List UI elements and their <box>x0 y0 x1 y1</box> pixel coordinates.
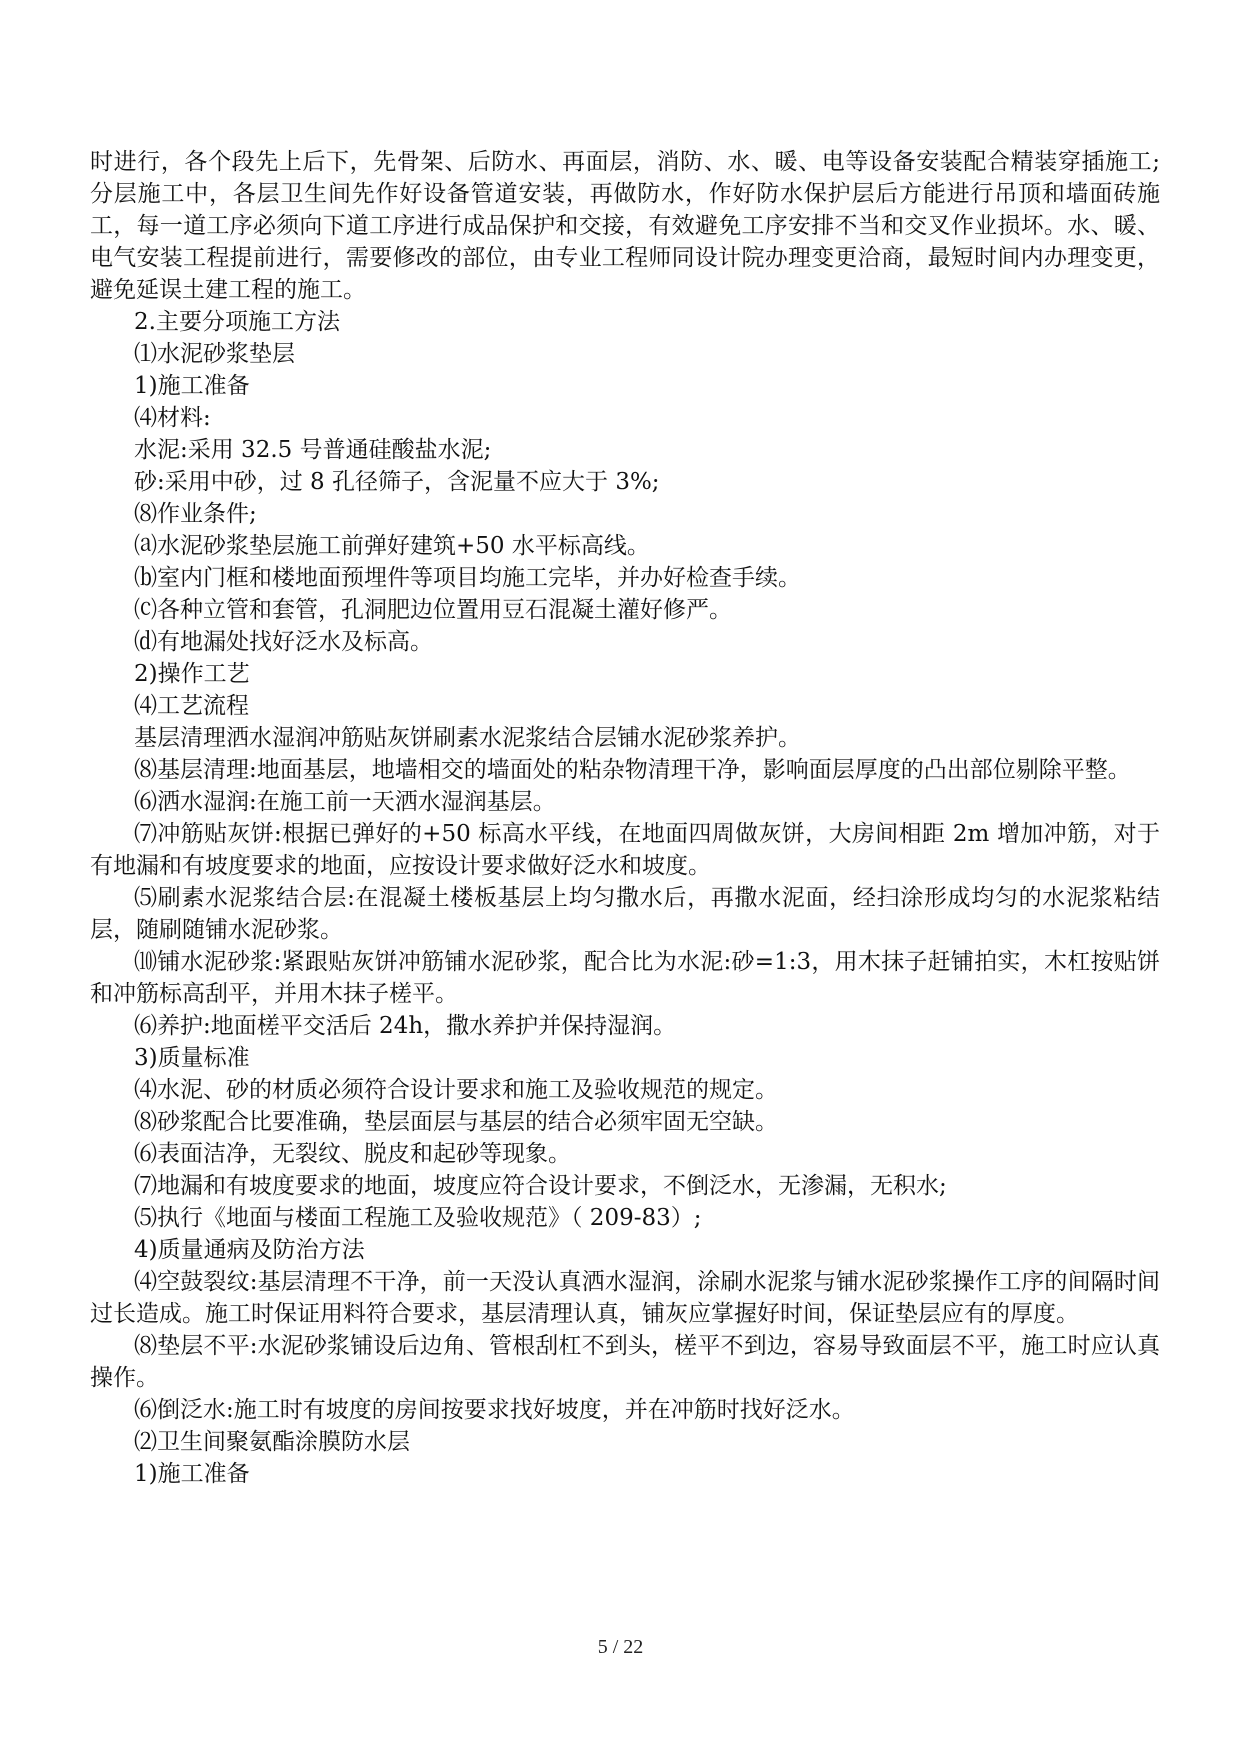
paragraph: 砂:采用中砂，过 8 孔径筛子，含泥量不应大于 3%; <box>134 469 660 495</box>
paragraph: 水泥:采用 32.5 号普通硅酸盐水泥; <box>134 437 492 463</box>
paragraph: ⑹养护:地面槎平交活后 24h，撒水养护并保持湿润。 <box>134 1013 677 1039</box>
paragraph: ⑻基层清理:地面基层，地墙相交的墙面处的粘杂物清理干净，影响面层厚度的凸出部位剔除平整。 <box>134 757 1131 783</box>
paragraph: ⒟有地漏处找好泛水及标高。 <box>134 629 433 655</box>
page-number: 5 / 22 <box>597 1636 644 1658</box>
item-heading: ⑻作业条件; <box>134 501 257 527</box>
paragraph: ⑸执行《地面与楼面工程施工及验收规范》（ 209-83）; <box>134 1205 702 1231</box>
paragraph: ⑻垫层不平:水泥砂浆铺设后边角、管根刮杠不到头，槎平不到边，容易导致面层不平，施工时应认真操作。 <box>90 1333 1160 1391</box>
paragraph: ⑽铺水泥砂浆:紧跟贴灰饼冲筋铺水泥砂浆，配合比为水泥:砂=1:3，用木抹子赶铺拍实，木杠按贴饼和冲筋标高刮平，并用木抹子槎平。 <box>90 949 1160 1007</box>
item-heading: ⑷工艺流程 <box>134 693 249 719</box>
document-page <box>90 146 1160 1490</box>
item-heading: 2)操作工艺 <box>134 661 250 687</box>
paragraph: ⑷水泥、砂的材质必须符合设计要求和施工及验收规范的规定。 <box>134 1077 778 1103</box>
paragraph: ⑻砂浆配合比要准确，垫层面层与基层的结合必须牢固无空缺。 <box>134 1109 778 1135</box>
item-heading: 1)施工准备 <box>134 373 250 399</box>
paragraph: 基层清理洒水湿润冲筋贴灰饼刷素水泥浆结合层铺水泥砂浆养护。 <box>134 725 801 751</box>
item-heading: 3)质量标准 <box>134 1045 250 1071</box>
paragraph: ⒝室内门框和楼地面预埋件等项目均施工完毕，并办好检查手续。 <box>134 565 801 591</box>
subsection-heading: ⑵卫生间聚氨酯涂膜防水层 <box>134 1429 410 1455</box>
paragraph: ⑸刷素水泥浆结合层:在混凝土楼板基层上均匀撒水后，再撒水泥面，经扫涂形成均匀的水泥浆粘结层，随刷随铺水泥砂浆。 <box>90 885 1160 943</box>
paragraph: 时进行，各个段先上后下，先骨架、后防水、再面层，消防、水、暖、电等设备安装配合精装穿插施工; 分层施工中，各层卫生间先作好设备管道安装，再做防水，作好防水保护层后方能进行吊顶和墙面砖施工，每一道工序必须向下道工序进行成品保护和交接，有效避免工序安排不当和交叉作业损坏。水、暖、电气安装工程提前进行，需要修改的部位，由专业工程师同设计院办理变更洽商，最短时间内办理变更，避免延误土建工程的施工。 <box>90 149 1160 303</box>
paragraph: ⑺冲筋贴灰饼:根据已弹好的+50 标高水平线，在地面四周做灰饼，大房间相距 2m 增加冲筋，对于有地漏和有坡度要求的地面，应按设计要求做好泛水和坡度。 <box>90 821 1160 879</box>
paragraph: ⒜水泥砂浆垫层施工前弹好建筑+50 水平标高线。 <box>134 533 650 559</box>
subsection-heading: ⑴水泥砂浆垫层 <box>134 341 295 367</box>
paragraph: ⑺地漏和有坡度要求的地面，坡度应符合设计要求，不倒泛水，无渗漏，无积水; <box>134 1173 947 1199</box>
paragraph: ⑹表面洁净，无裂纹、脱皮和起砂等现象。 <box>134 1141 571 1167</box>
item-heading: 1)施工准备 <box>134 1461 250 1487</box>
paragraph: ⑹倒泛水:施工时有坡度的房间按要求找好坡度，并在冲筋时找好泛水。 <box>134 1397 855 1423</box>
paragraph: ⒞各种立管和套管，孔洞肥边位置用豆石混凝土灌好修严。 <box>134 597 732 623</box>
paragraph: ⑹洒水湿润:在施工前一天洒水湿润基层。 <box>134 789 556 815</box>
paragraph: ⑷空鼓裂纹:基层清理不干净，前一天没认真洒水湿润，涂刷水泥浆与铺水泥砂浆操作工序的间隔时间过长造成。施工时保证用料符合要求，基层清理认真，铺灰应掌握好时间，保证垫层应有的厚度。 <box>90 1269 1160 1327</box>
item-heading: 4)质量通病及防治方法 <box>134 1237 365 1263</box>
section-heading: 2.主要分项施工方法 <box>134 309 340 335</box>
item-heading: ⑷材料: <box>134 405 211 431</box>
